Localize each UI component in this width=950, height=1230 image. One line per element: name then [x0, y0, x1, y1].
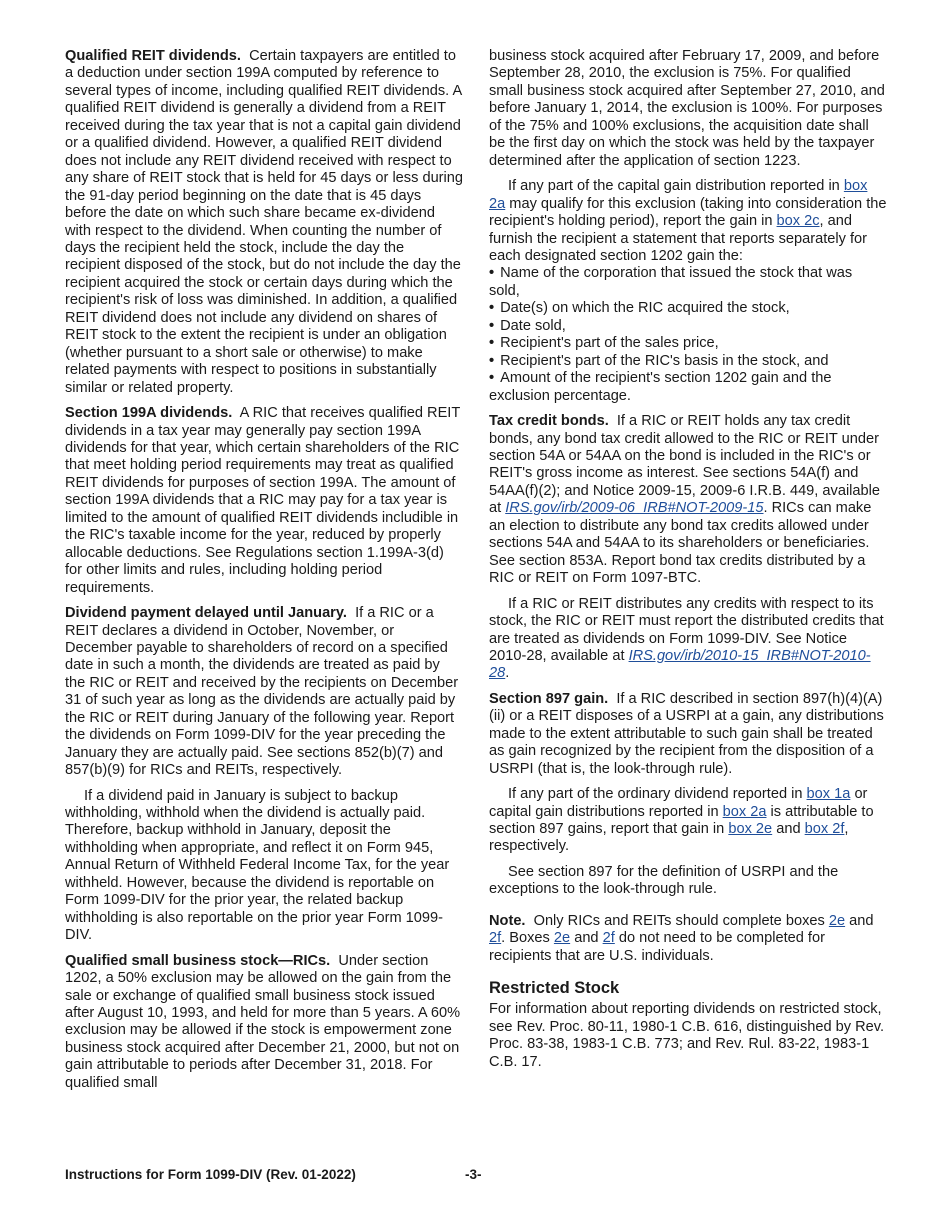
section-897-text-b: or capital gain distributions reported in: [489, 786, 868, 820]
note-text-c: . Boxes: [501, 930, 550, 947]
tax-credit-bonds-paragraph: [489, 413, 887, 588]
section-1202-bullet-list: [489, 265, 887, 405]
note-2e-link[interactable]: 2e: [553, 930, 571, 947]
notice-2010-28-link[interactable]: IRS.gov/irb/2010-15_IRB#NOT-2010-28: [489, 647, 871, 682]
note-text-d: and: [574, 930, 599, 947]
note-2f-link[interactable]: 2f: [489, 930, 502, 947]
list-item: • Name of the corporation that issued the stock that was sold,: [489, 265, 887, 300]
note-paragraph: [489, 913, 887, 965]
section-199a-dividends-text: A RIC that receives qualified REIT dividends in a tax year may generally pay section 199A dividends for that year, which certain shareholders of the RIC that meet holding period requirements may treat as qualified REIT dividends for purposes of section 199A. The amount of section 199A dividends that a RIC may pay for a tax year is limited to the amount of qualified REIT dividends includible in the RIC's taxable income for the year, reduced by properly allocable deductions. See Regulations section 1.199A-3(d) for other limits and rules, including holding period requirements.: [65, 405, 461, 596]
distributed-credits-text-a: If a RIC or REIT distributes any credits with respect to its stock, the RIC or REIT must report the distributed credits that are treated as dividends on Form 1099-DIV. See Notice 2010-28, available at: [489, 595, 884, 664]
page-number: -3-: [465, 1167, 482, 1182]
restricted-stock-heading: Restricted Stock: [489, 979, 620, 998]
section-897-heading: Section 897 gain.: [489, 690, 609, 707]
qualified-reit-dividends-paragraph: [65, 48, 463, 397]
box-1a-link[interactable]: box 1a: [806, 786, 851, 803]
left-column: [65, 48, 463, 1092]
box-2c-link[interactable]: box 2c: [776, 213, 820, 230]
notice-2009-15-link[interactable]: IRS.gov/irb/2009-06_IRB#NOT-2009-15: [505, 500, 764, 517]
note-2e-link[interactable]: 2e: [828, 912, 846, 929]
section-897-paragraph: [489, 691, 887, 778]
qsbs-continued-paragraph: business stock acquired after February 17, 2009, and before September 28, 2010, the exclusion is 75%. For qualified small business stock acquired after September 27, 2010, and before January 1, 2014, the exclusion is 100%. For purposes of the 75% and 100% exclusions, the acquisition date shall be the first day on which the stock was held by the taxpayer determined after the application of section 1223.: [489, 48, 885, 169]
box-2a-link[interactable]: box 2a: [722, 803, 767, 820]
capital-gain-text-a: If any part of the capital gain distribution reported in: [508, 178, 840, 195]
capital-gain-exclusion-paragraph: [489, 178, 887, 265]
footer-title: Instructions for Form 1099-DIV (Rev. 01-2022): [65, 1167, 356, 1182]
dividend-delayed-text: If a RIC or a REIT declares a dividend in October, November, or December payable to shareholders of record on a specified date in such a month, the dividends are treated as paid by the RIC or REIT and received by the recipients on December 31 of such year as long as the dividends are actually paid by the RIC or REIT during January of the following year. Report the dividends on Form 1099-DIV for the year preceding the January they are actually paid. See sections 852(b)(7) and 857(b)(9) for RICs and REITs, respectively.: [65, 605, 459, 779]
section-897-boxes-paragraph: [489, 786, 887, 856]
note-text-b: and: [849, 912, 874, 929]
list-item: • Date(s) on which the RIC acquired the stock,: [489, 300, 887, 317]
qsbs-paragraph: [65, 953, 463, 1093]
section-897-text-e: , respectively.: [489, 821, 849, 855]
box-2a-link[interactable]: box 2a: [489, 178, 868, 212]
section-199a-dividends-paragraph: [65, 405, 463, 597]
right-column: [489, 48, 887, 1079]
qsbs-heading: Qualified small business stock—RICs.: [65, 952, 331, 969]
note-text-a: Only RICs and REITs should complete boxes: [533, 912, 825, 929]
qualified-reit-dividends-heading: Qualified REIT dividends.: [65, 48, 241, 64]
usrpi-definition-paragraph: See section 897 for the definition of USRPI and the exceptions to the look-through rule.: [489, 863, 839, 898]
tax-credit-bonds-text-a: If a RIC or REIT holds any tax credit bonds, any bond tax credit allowed to the RIC or REIT under section 54A or 54AA on the bond is included in the RIC's or REIT's gross income as interest. See sections 54A(f) and 54AA(f)(2); and Notice 2009-15, 2009-6 I.R.B. 449, available at: [489, 413, 881, 517]
section-199a-dividends-heading: Section 199A dividends.: [65, 405, 233, 422]
tax-credit-bonds-text-b: . RICs can make an election to distribute any bond tax credits allowed under sections 54A and 54AA to its shareholders or beneficiaries. See section 853A. Report bond tax credits distributed by a RIC or REIT on Form 1097-BTC.: [489, 500, 872, 587]
backup-withholding-paragraph: If a dividend paid in January is subject to backup withholding, withhold when the dividend is actually paid. Therefore, backup withhold in January, deposit the withholding when appropriate, and reflect it on Form 945, Annual Return of Withheld Federal Income Tax, for the year withheld. However, because the dividend is reportable on Form 1099-DIV for the prior year, the related backup withholding is also reportable on the prior year Form 1099-DIV.: [65, 787, 450, 944]
capital-gain-text-c: , and furnish the recipient a statement that reports separately for each designated section 1202 gain the:: [489, 213, 868, 264]
tax-credit-bonds-heading: Tax credit bonds.: [489, 413, 609, 430]
restricted-stock-paragraph: For information about reporting dividends on restricted stock, see Rev. Proc. 80-11, 1980-1 C.B. 616, distinguished by Rev. Proc. 83-38, 1983-1 C.B. 773; and Rev. Rul. 83-22, 1983-1 C.B. 17.: [489, 1001, 885, 1070]
list-item: • Amount of the recipient's section 1202 gain and the exclusion percentage.: [489, 370, 887, 405]
qsbs-text: Under section 1202, a 50% exclusion may be allowed on the gain from the sale or exchange of qualified small business stock issued after August 10, 1993, and held for more than 5 years. A 60% exclusion may be allowed if the stock is empowerment zone business stock acquired after December 21, 2000, but not on gain attributable to periods after December 31, 2018. For qualified small: [65, 952, 461, 1091]
qualified-reit-dividends-text: Certain taxpayers are entitled to a deduction under section 199A computed by reference to several types of income, including qualified REIT dividends. A qualified REIT dividend is generally a dividend from a REIT received during the tax year that is not a capital gain dividend or a qualified dividend. However, a qualified REIT dividend does not include any REIT dividend received with respect to any share of REIT stock that is held for 45 days or less during the 91-day period beginning on the date that is 45 days before the date on which such share became ex-dividend with respect to the dividend. When counting the number of days the recipient held the stock, include the day the recipient disposed of the stock, but do not include the day the recipient acquired the stock or certain days during which the recipient's risk of loss was diminished. In addition, a qualified REIT dividend does not include any dividend on shares of REIT stock to the extent the recipient is under an obligation (whether pursuant to a short sale or otherwise) to make related payments with respect to positions in substantially similar or related property.: [65, 48, 464, 396]
note-heading: Note.: [489, 912, 526, 929]
note-2f-link[interactable]: 2f: [602, 930, 615, 947]
dividend-delayed-paragraph: [65, 605, 463, 780]
section-897-text-c: is attributable to section 897 gains, report that gain in: [489, 803, 874, 838]
box-2f-link[interactable]: box 2f: [804, 821, 845, 838]
note-text-e: do not need to be completed for recipients that are U.S. individuals.: [489, 930, 825, 964]
box-2e-link[interactable]: box 2e: [728, 821, 773, 838]
section-897-text: If a RIC described in section 897(h)(4)(A)(ii) or a REIT disposes of a USRPI at a gain, any distributions made to the extent attributable to such gain shall be treated as gain recognized by the recipient from the disposition of a USRPI (that is, the look-through rule).: [489, 690, 884, 777]
section-897-text-a: If any part of the ordinary dividend reported in: [508, 786, 803, 803]
distributed-credits-paragraph: [489, 596, 887, 683]
list-item: • Date sold,: [489, 318, 887, 335]
dividend-delayed-heading: Dividend payment delayed until January.: [65, 605, 347, 622]
list-item: • Recipient's part of the sales price,: [489, 335, 887, 352]
distributed-credits-text-b: .: [505, 665, 510, 682]
capital-gain-text-b: may qualify for this exclusion (taking into consideration the recipient's holding period), report the gain in: [489, 195, 887, 230]
list-item: • Recipient's part of the RIC's basis in the stock, and: [489, 353, 887, 370]
section-897-text-d: and: [776, 821, 801, 838]
